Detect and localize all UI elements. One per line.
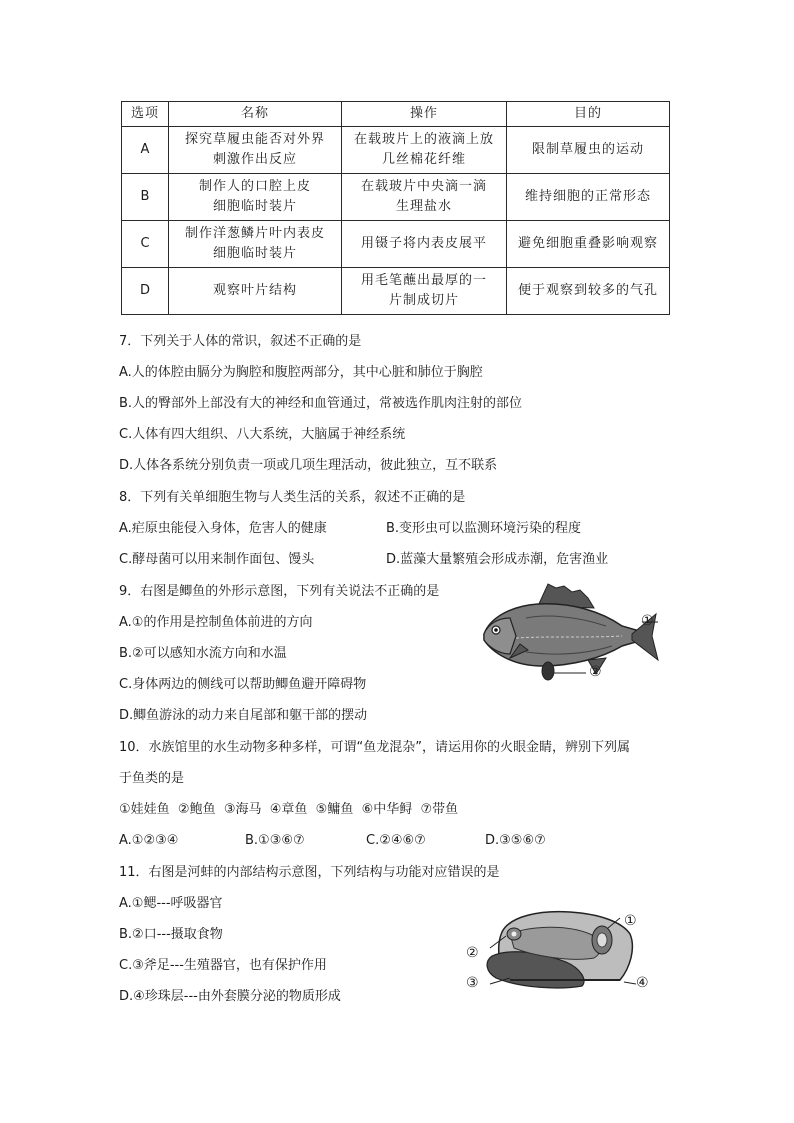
q10-stem-line1: 10．水族馆里的水生动物多种多样，可谓“鱼龙混杂”，请运用你的火眼金睛，辨别下列属 (119, 740, 631, 755)
table-cell-operation (342, 127, 507, 174)
q11-stem: 11．右图是河蚌的内部结构示意图，下列结构与功能对应错误的是 (119, 865, 500, 880)
mussel-icon (487, 912, 632, 988)
table-header: 操作 (342, 102, 507, 127)
q10-option-c: C.②④⑥⑦ (366, 833, 426, 848)
q7-option-b: B.人的臀部外上部没有大的神经和血管通过，常被选作肌肉注射的部位 (119, 396, 523, 411)
q7-option-c: C.人体有四大组织、八大系统，大脑属于神经系统 (119, 427, 406, 442)
cell-line: 在载玻片上的液滴上放 (353, 132, 494, 147)
table-header: 选项 (122, 102, 169, 127)
cell-line: 制作洋葱鳞片叶内表皮 (184, 226, 325, 241)
q9-stem: 9．右图是鲫鱼的外形示意图，下列有关说法不正确的是 (119, 584, 440, 599)
q11-option-b: B.②口---摄取食物 (119, 927, 223, 942)
fish-label-2: ② (589, 664, 602, 680)
q8-option-c: C.酵母菌可以用来制作面包、馒头 (119, 552, 315, 567)
table-row (122, 221, 670, 268)
table-cell-purpose: 便于观察到较多的气孔 (507, 268, 670, 315)
cell-line: 观察叶片结构 (212, 283, 297, 298)
cell-line: 制作人的口腔上皮 (198, 179, 311, 194)
q8-option-a: A.疟原虫能侵入身体，危害人的健康 (119, 521, 327, 536)
table-row (122, 127, 670, 174)
q8-option-b: B.变形虫可以监测环境污染的程度 (386, 521, 582, 536)
experiment-table (121, 101, 670, 315)
callout-line (624, 982, 636, 984)
cell-line: 在载玻片中央滴一滴 (360, 179, 487, 194)
q9-option-b: B.②可以感知水流方向和水温 (119, 646, 287, 661)
q11-option-a: A.①鳃---呼吸器官 (119, 896, 223, 911)
q10-option-d: D.③⑤⑥⑦ (485, 833, 546, 848)
q9-option-c: C.身体两边的侧线可以帮助鲫鱼避开障碍物 (119, 677, 367, 692)
table-header-row (122, 102, 670, 127)
table-cell-option: B (122, 174, 169, 221)
q11-option-d: D.④珍珠层---由外套膜分泌的物质形成 (119, 989, 341, 1004)
table-cell-name (169, 268, 342, 315)
table-header: 目的 (507, 102, 670, 127)
cell-line: 刺激作出反应 (212, 152, 297, 167)
cell-line: 片制成切片 (388, 293, 459, 308)
q10-items: ①娃娃鱼 ②鲍鱼 ③海马 ④章鱼 ⑤鳙鱼 ⑥中华鲟 ⑦带鱼 (119, 802, 459, 817)
cell-line: 探究草履虫能否对外界 (184, 132, 325, 147)
q10-option-a: A.①②③④ (119, 833, 179, 848)
table-cell-name (169, 221, 342, 268)
table-cell-option: C (122, 221, 169, 268)
q10-stem-line2: 于鱼类的是 (119, 771, 185, 786)
q11-option-c: C.③斧足---生殖器官，也有保护作用 (119, 958, 327, 973)
q8-option-d: D.蓝藻大量繁殖会形成赤潮，危害渔业 (386, 552, 609, 567)
table-cell-option: A (122, 127, 169, 174)
q8-stem: 8．下列有关单细胞生物与人类生活的关系，叙述不正确的是 (119, 490, 466, 505)
table-cell-purpose: 避免细胞重叠影响观察 (507, 221, 670, 268)
crucian-carp-figure (476, 578, 676, 690)
mussel-label-2: ② (466, 945, 479, 961)
q7-option-d: D.人体各系统分别负责一项或几项生理活动，彼此独立，互不联系 (119, 458, 498, 473)
table-cell-purpose: 限制草履虫的运动 (507, 127, 670, 174)
table-cell-operation (342, 174, 507, 221)
mussel-label-1: ① (624, 913, 637, 929)
q10-option-b: B.①③⑥⑦ (245, 833, 305, 848)
table-cell-name (169, 127, 342, 174)
cell-line: 细胞临时装片 (212, 199, 297, 214)
fish-icon (484, 584, 658, 680)
q9-option-d: D.鲫鱼游泳的动力来自尾部和躯干部的摆动 (119, 708, 368, 723)
cell-line: 用镊子将内表皮展平 (360, 236, 487, 251)
mussel-label-4: ④ (636, 975, 649, 991)
table-row (122, 268, 670, 315)
table-cell-name (169, 174, 342, 221)
table-cell-operation (342, 221, 507, 268)
table-cell-option: D (122, 268, 169, 315)
cell-line: 几丝棉花纤维 (381, 152, 466, 167)
q7-stem: 7．下列关于人体的常识，叙述不正确的是 (119, 334, 362, 349)
fish-label-1: ① (641, 613, 654, 629)
q9-option-a: A.①的作用是控制鱼体前进的方向 (119, 615, 313, 630)
table-cell-purpose: 维持细胞的正常形态 (507, 174, 670, 221)
table-cell-operation (342, 268, 507, 315)
cell-line: 用毛笔蘸出最厚的一 (360, 273, 487, 288)
table-header: 名称 (169, 102, 342, 127)
cell-line: 细胞临时装片 (212, 246, 297, 261)
mussel-label-3: ③ (466, 975, 479, 991)
cell-line: 生理盐水 (395, 199, 452, 214)
q7-option-a: A.人的体腔由膈分为胸腔和腹腔两部分，其中心脏和肺位于胸腔 (119, 365, 483, 380)
table-row (122, 174, 670, 221)
